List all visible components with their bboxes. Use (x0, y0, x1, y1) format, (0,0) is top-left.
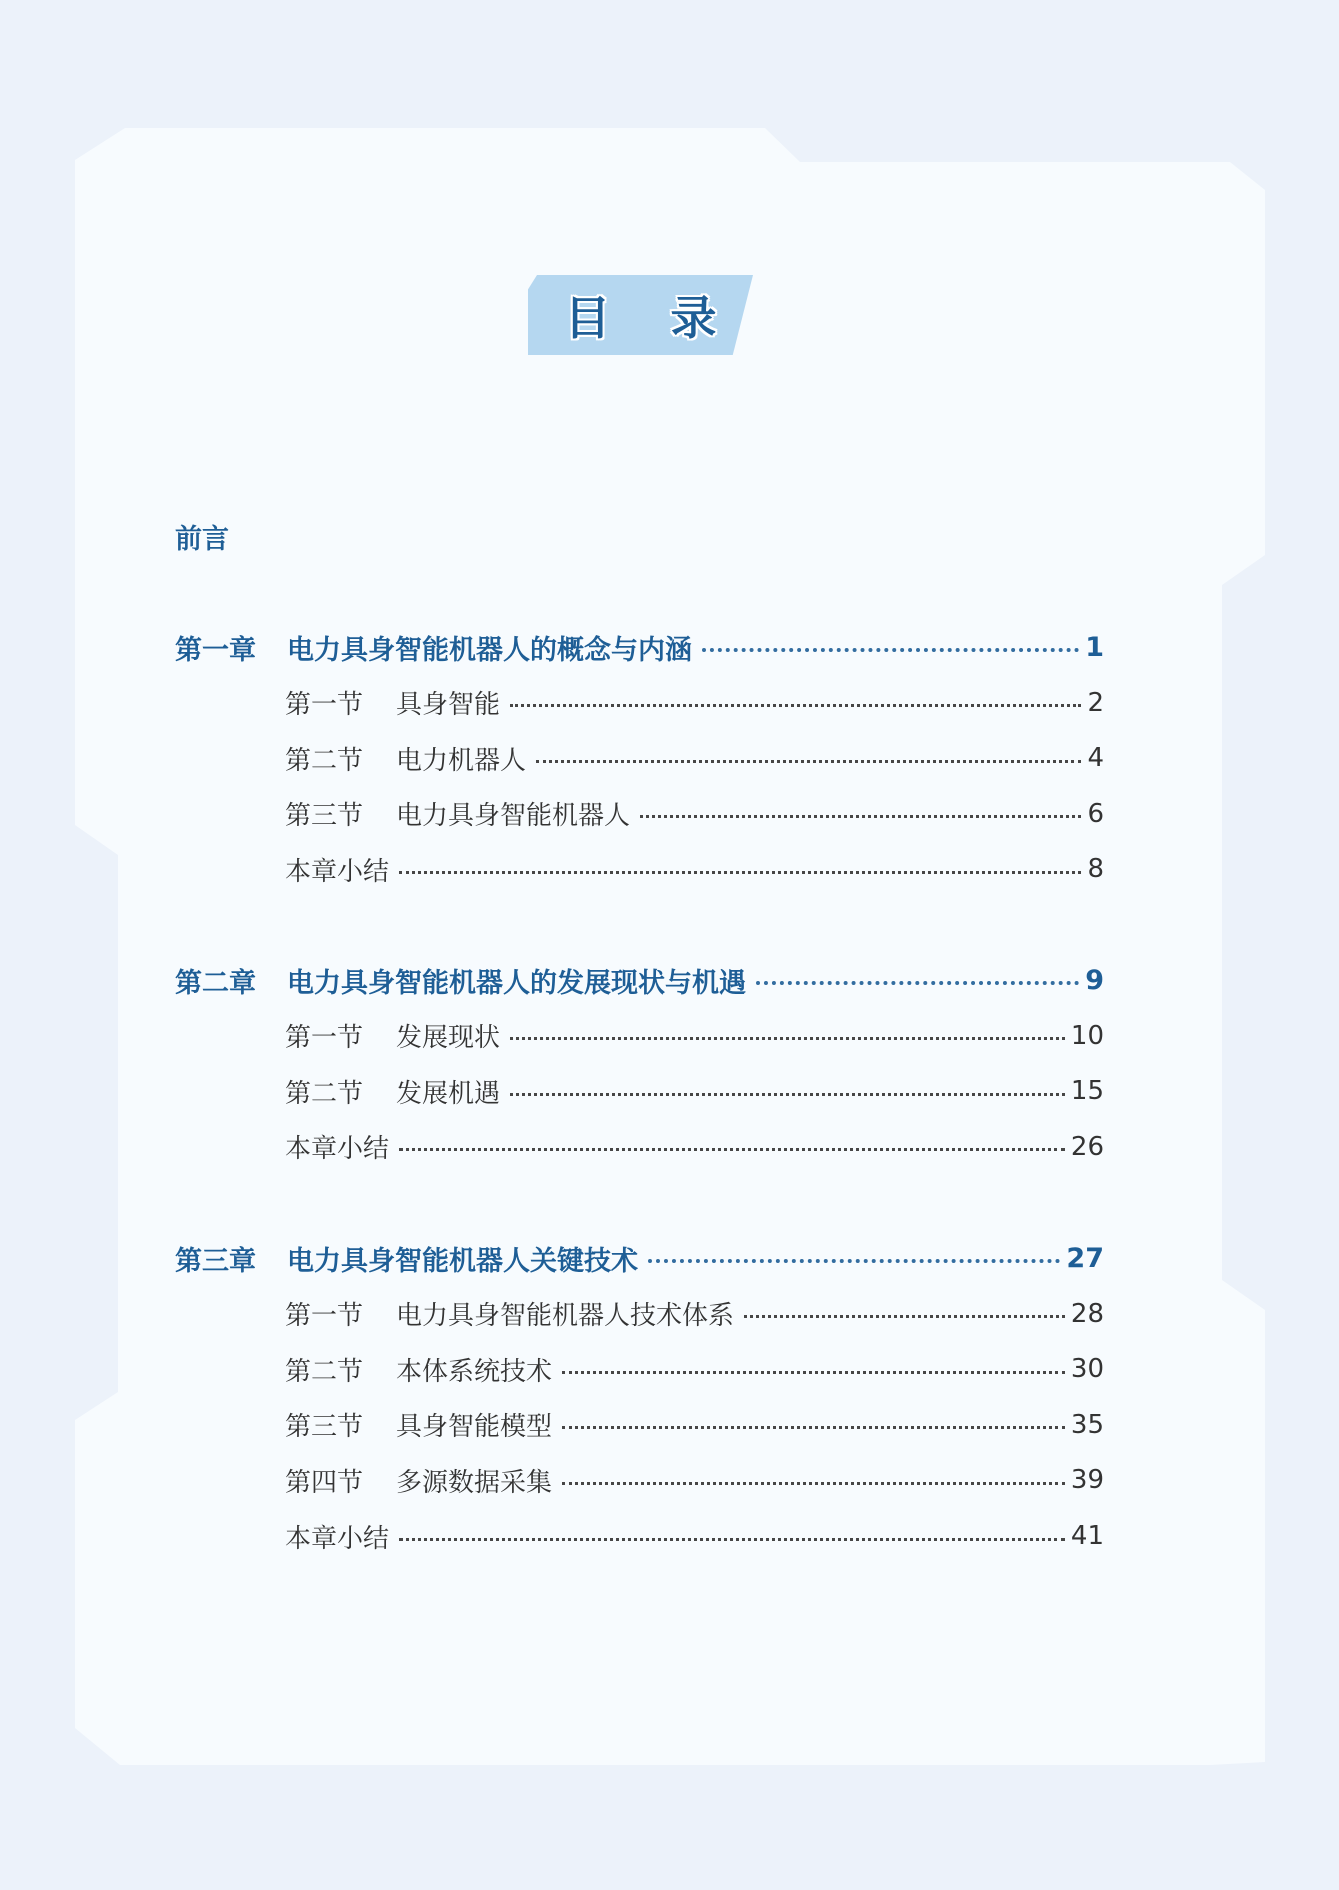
section-title: 电力机器人 (396, 745, 527, 776)
section-page-number: 35 (1070, 1409, 1104, 1440)
toc-section[interactable] (285, 794, 1104, 834)
section-number: 第二节 (285, 1078, 364, 1109)
section-number: 第一节 (285, 1023, 364, 1054)
toc-section[interactable] (285, 738, 1104, 778)
toc-chapter[interactable] (175, 627, 1104, 667)
toc-section[interactable] (285, 1071, 1104, 1111)
section-title: 具身智能模型 (396, 1412, 553, 1443)
section-number: 第二节 (285, 745, 364, 776)
preface-title: 前言 (175, 523, 229, 555)
section-number: 第三节 (285, 1412, 364, 1443)
dot-leader (536, 760, 1081, 763)
chapter-page-number: 9 (1085, 964, 1104, 996)
section-title: 电力具身智能机器人技术体系 (396, 1301, 735, 1332)
section-page-number: 2 (1087, 687, 1104, 718)
toc-section[interactable] (285, 1460, 1104, 1500)
section-number: 第四节 (285, 1467, 364, 1498)
section-title: 电力具身智能机器人 (396, 801, 631, 832)
section-title: 发展现状 (396, 1023, 501, 1054)
toc-chapter[interactable] (175, 1238, 1104, 1278)
section-title: 具身智能 (396, 690, 501, 721)
section-page-number: 39 (1070, 1465, 1104, 1496)
dot-leader (399, 1148, 1065, 1151)
toc-section[interactable] (285, 1016, 1104, 1056)
dot-leader (562, 1482, 1065, 1485)
dot-leader (640, 815, 1081, 818)
section-title: 多源数据采集 (396, 1467, 553, 1498)
summary-page-number: 8 (1087, 854, 1104, 885)
chapter-number: 第三章 (175, 1245, 256, 1277)
summary-page-number: 26 (1070, 1131, 1104, 1162)
chapter-page-number: 1 (1085, 631, 1104, 663)
dot-leader (648, 1259, 1060, 1263)
section-title: 本体系统技术 (396, 1356, 553, 1387)
dot-leader (399, 1538, 1065, 1541)
section-number: 第二节 (285, 1356, 364, 1387)
summary-title: 本章小结 (285, 1523, 390, 1554)
toc-preface[interactable] (175, 516, 229, 556)
toc-chapter-summary[interactable] (285, 1516, 1104, 1556)
section-number: 第三节 (285, 801, 364, 832)
section-page-number: 28 (1070, 1298, 1104, 1329)
toc-chapter-summary[interactable] (285, 1127, 1104, 1167)
dot-leader (562, 1371, 1065, 1374)
dot-leader (510, 1037, 1065, 1040)
toc-chapter[interactable] (175, 960, 1104, 1000)
summary-title: 本章小结 (285, 856, 390, 887)
chapter-number: 第二章 (175, 967, 256, 999)
section-title: 发展机遇 (396, 1078, 501, 1109)
toc-section[interactable] (285, 1294, 1104, 1334)
summary-page-number: 41 (1070, 1521, 1104, 1551)
chapter-number: 第一章 (175, 634, 256, 666)
chapter-page-number: 27 (1066, 1242, 1104, 1274)
dot-leader (562, 1426, 1065, 1429)
dot-leader (510, 1093, 1065, 1096)
chapter-title: 电力具身智能机器人的发展现状与机遇 (287, 967, 746, 999)
dot-leader (702, 648, 1079, 652)
section-page-number: 30 (1070, 1354, 1104, 1385)
dot-leader (756, 981, 1079, 985)
toc-section[interactable] (285, 683, 1104, 723)
toc-heading-text: 目 录 (564, 291, 739, 345)
dot-leader (510, 704, 1081, 707)
chapter-title: 电力具身智能机器人的概念与内涵 (287, 634, 692, 666)
dot-leader (744, 1315, 1065, 1318)
section-number: 第一节 (285, 690, 364, 721)
section-page-number: 4 (1087, 743, 1104, 774)
section-number: 第一节 (285, 1301, 364, 1332)
toc-section[interactable] (285, 1349, 1104, 1389)
section-page-number: 15 (1070, 1076, 1104, 1107)
section-page-number: 6 (1087, 798, 1104, 829)
section-page-number: 10 (1070, 1020, 1104, 1051)
toc-chapter-summary[interactable] (285, 849, 1104, 889)
summary-title: 本章小结 (285, 1134, 390, 1165)
dot-leader (399, 871, 1081, 874)
chapter-title: 电力具身智能机器人关键技术 (287, 1245, 638, 1277)
toc-section[interactable] (285, 1405, 1104, 1445)
